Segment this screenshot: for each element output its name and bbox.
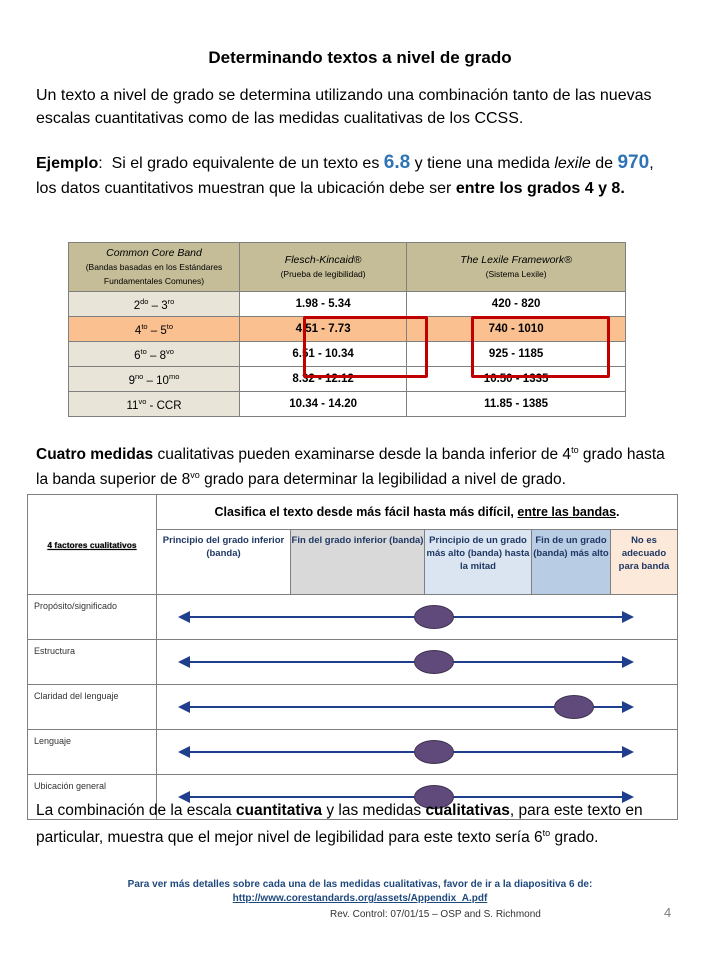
example-text-3: de: [595, 155, 614, 172]
footer-note-text: Para ver más detalles sobre cada una de las medidas cualitativas, favor de ir a la diapositiva 6 de:: [127, 879, 593, 890]
band-cell: $11^{vo}$ - CCR: [69, 392, 240, 417]
qual-row-label: Lenguaje: [28, 730, 157, 775]
factors-label: 4 factores cualitativos: [47, 539, 137, 550]
qual-row-label: Propósito/significado: [28, 595, 157, 640]
lexile-cell: 11.85 - 1385: [407, 392, 626, 417]
qualitative-table: [27, 494, 678, 820]
band-row: [69, 392, 626, 417]
col-header: No es adecuado para banda: [611, 530, 678, 595]
fk-cell: 8.32 - 12.12: [240, 367, 407, 392]
position-marker: [554, 695, 594, 719]
col-header: Principio de un grado más alto (banda) hasta la mitad: [425, 530, 532, 595]
header-flesch-sub: (Prueba de legibilidad): [280, 269, 366, 279]
scale-arrow: [180, 616, 632, 618]
cuatro-bold: Cuatro medidas: [36, 446, 154, 464]
position-marker: [414, 740, 454, 764]
cuatro-paragraph: Cuatro medidas cualitativas pueden examinarse desde la banda inferior de $4^{to}$ grado hasta la banda superior de $8^{vo}$ grado para determinar la legibilidad a nivel de grado.: [36, 445, 665, 489]
band-row: [69, 292, 626, 317]
example-text-1: Si el grado equivalente de un texto es: [111, 155, 380, 172]
band-cell: $6^{to} - 8^{vo}$: [69, 342, 240, 367]
band-table-header: [69, 243, 626, 292]
lexile-highlight-box: [471, 316, 610, 378]
qual-top-cell: Clasifica el texto desde más fácil hasta más difícil, entre las bandas.: [157, 495, 678, 530]
fk-cell: 1.98 - 5.34: [240, 292, 407, 317]
position-marker: [414, 605, 454, 629]
revision-control: Rev. Control: 07/01/15 – OSP and S. Richmond: [330, 909, 541, 920]
example-label: Ejemplo: [36, 155, 99, 172]
header-lexile: [407, 243, 626, 292]
example-paragraph: Ejemplo: Si el grado equivalente de un texto es 6.8 y tiene una medida lexile de 970, los datos cuantitativos muestran que la ubicación debe ser entre los grados 4 y 8.: [36, 152, 654, 197]
factors-label-cell: [28, 495, 157, 595]
grade-value: 6.8: [383, 152, 411, 173]
lexile-cell: 420 - 820: [407, 292, 626, 317]
qual-row-label: Estructura: [28, 640, 157, 685]
example-text-4: , los datos cuantitativos muestran que la ubicación debe ser: [36, 155, 654, 197]
header-common-core-main: Common Core Band: [106, 247, 202, 259]
header-flesch-main: Flesch-Kincaid®: [284, 254, 362, 266]
page-title: Determinando textos a nivel de grado: [208, 48, 512, 67]
lexile-value: 970: [617, 152, 650, 173]
header-common-core-sub: (Bandas basadas en los Estándares Fundamentales Comunes): [85, 262, 223, 286]
fk-highlight-box: [303, 316, 428, 378]
example-bold-end: entre los grados 4 y 8.: [455, 180, 625, 197]
fk-cell: 6.51 - 10.34: [240, 342, 407, 367]
qual-top-row: [28, 495, 678, 530]
col-header: Fin del grado inferior (banda): [291, 530, 425, 595]
scale-arrow: [180, 751, 632, 753]
lexile-cell: 740 - 1010: [407, 317, 626, 342]
band-cell: $2^{do} - 3^{ro}$: [69, 292, 240, 317]
fk-cell: 4.51 - 7.73: [240, 317, 407, 342]
example-text-2: y tiene una medida: [414, 155, 550, 172]
scale-arrow: [180, 796, 632, 798]
lexile-cell: 10.50 - 1335: [407, 367, 626, 392]
page-number: 4: [664, 905, 672, 920]
header-lexile-main: The Lexile Framework®: [460, 254, 572, 266]
combination-paragraph: La combinación de la escala cuantitativa y las medidas cualitativas, para este texto en particular, muestra que el mejor nivel de legibilidad para este texto sería $6^{to}$ grado.: [36, 802, 643, 847]
col-header: Principio del grado inferior (banda): [157, 530, 291, 595]
position-marker: [414, 650, 454, 674]
scale-arrow: [180, 661, 632, 663]
intro-paragraph: Un texto a nivel de grado se determina utilizando una combinación tanto de las nuevas escalas cuantitativas como de las medidas cualitativas de los CCSS.: [36, 87, 652, 127]
header-flesch: [240, 243, 407, 292]
qual-row-label: Ubicación general: [28, 775, 157, 820]
col-header: Fin de un grado (banda) más alto: [532, 530, 611, 595]
qual-row-label: Claridad del lenguaje: [28, 685, 157, 730]
appendix-link[interactable]: http://www.corestandards.org/assets/Appendix_A.pdf: [232, 893, 488, 904]
lexile-word: lexile: [554, 155, 591, 172]
footer-note: [0, 878, 720, 906]
fk-cell: 10.34 - 14.20: [240, 392, 407, 417]
lexile-cell: 925 - 1185: [407, 342, 626, 367]
band-cell: $4^{to} - 5^{to}$: [69, 317, 240, 342]
header-common-core: [69, 243, 240, 292]
band-cell: $9^{no} - 10^{mo}$: [69, 367, 240, 392]
header-lexile-sub: (Sistema Lexile): [485, 269, 547, 279]
